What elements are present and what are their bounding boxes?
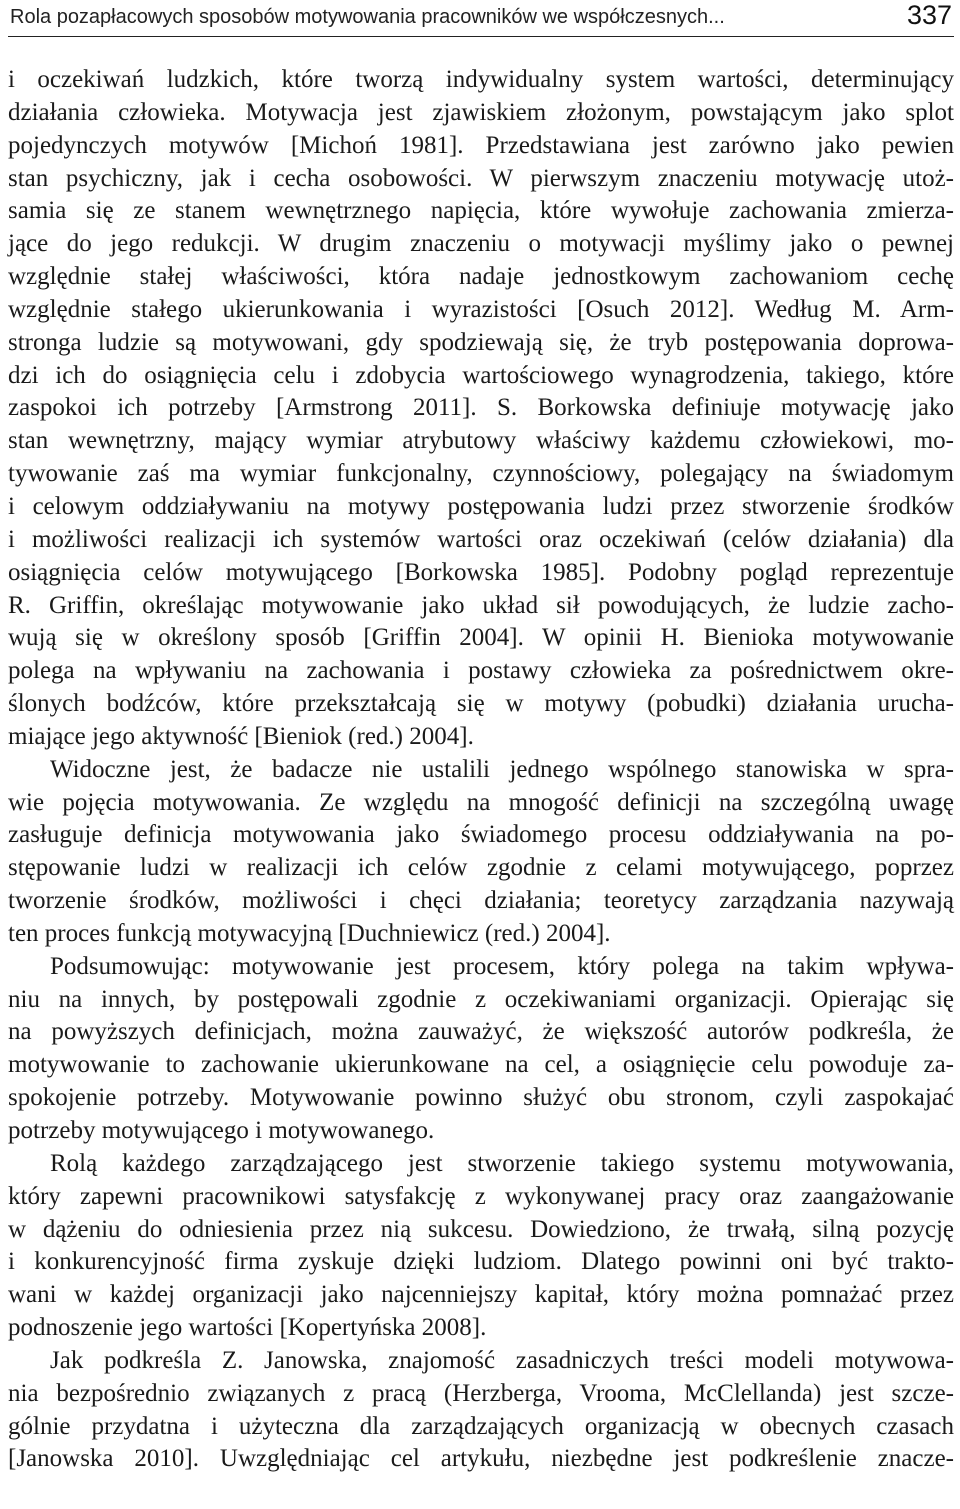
text-line: Podsumowując: motywowanie jest procesem, który polega na takim wpływa- <box>50 952 954 980</box>
paragraph <box>8 64 954 754</box>
text-line: i konkurencyjność firma zyskuje dzięki ludziom. Dlatego powinni oni być trakto- <box>8 1248 954 1276</box>
text-line: miające jego aktywność [Bieniok (red.) 2004]. <box>8 722 474 750</box>
text-line: Jak podkreśla Z. Janowska, znajomość zasadniczych treści modeli motywowa- <box>50 1346 954 1374</box>
text-line: wani w każdej organizacji jako najcenniejszy kapitał, który można pomnażać przez <box>8 1281 954 1309</box>
text-line: stępowanie ludzi w realizacji ich celów zgodnie z celami motywującego, poprzez <box>8 854 954 882</box>
text-line: Rolą każdego zarządzającego jest stworzenie takiego systemu motywowania, <box>50 1149 954 1177</box>
text-line: jące do jego redukcji. W drugim znaczeniu o motywacji myślimy jako o pewnej <box>8 230 954 258</box>
paragraph <box>8 951 954 1148</box>
text-line: gólnie przydatna i użyteczna dla zarządzających organizacją w obecnych czasach <box>8 1412 954 1440</box>
body-text <box>8 64 954 1476</box>
text-line: i oczekiwań ludzkich, które tworzą indywidualny system wartości, determinujący <box>8 66 954 93</box>
page-header <box>8 0 954 37</box>
text-line: pojedynczych motywów [Michoń 1981]. Przedstawiana jest zarówno jako pewien <box>8 131 954 159</box>
text-line: stronga ludzie są motywowani, gdy spodziewają się, że tryb postępowania doprowa- <box>8 328 954 356</box>
text-line: na powyższych definicjach, można zauważyć, że większość autorów podkreśla, że <box>8 1018 954 1046</box>
text-line: względnie stałej właściwości, która nadaje jednostkowym zachowaniom cechę <box>8 263 954 291</box>
text-line: [Janowska 2010]. Uwzględniając cel artykułu, niezbędne jest podkreślenie znacze- <box>8 1445 954 1473</box>
running-title: Rola pozapłacowych sposobów motywowania pracowników we współczesnych... <box>10 6 725 28</box>
text-line: motywowanie to zachowanie ukierunkowane na cel, a osiągnięcie celu powoduje za- <box>8 1051 954 1079</box>
text-line: ten proces funkcją motywacyjną [Duchniewicz (red.) 2004]. <box>8 919 611 947</box>
text-line: tywowanie zaś ma wymiar funkcjonalny, czynnościowy, polegający na świadomym <box>8 460 954 488</box>
text-line: niu na innych, by postępowali zgodnie z oczekiwaniami organizacji. Opierając się <box>8 985 954 1013</box>
text-line: wie pojęcia motywowania. Ze względu na mnogość definicji na szczególną uwagę <box>8 788 954 816</box>
page-number: 337 <box>906 0 952 30</box>
text-line: który zapewni pracownikowi satysfakcję z wykonywanej pracy oraz zaangażowanie <box>8 1182 954 1210</box>
text-line: względnie stałego ukierunkowania i wyrazistości [Osuch 2012]. Według M. Arm- <box>8 295 954 323</box>
text-line: spokojenie potrzeby. Motywowanie powinno służyć obu stronom, czyli zaspokajać <box>8 1084 954 1112</box>
text-line: nia bezpośrednio związanych z pracą (Herzberga, Vrooma, McClellanda) jest szcze- <box>8 1379 954 1407</box>
text-line: samia się ze stanem wewnętrznego napięcia, które wywołuje zachowania zmierza- <box>8 197 954 225</box>
text-line: stan psychiczny, jak i cecha osobowości. W pierwszym znaczeniu motywację utoż- <box>8 164 954 192</box>
text-line: polega na wpływaniu na zachowania i postawy człowieka za pośrednictwem okre- <box>8 657 954 685</box>
text-line: podnoszenie jego wartości [Kopertyńska 2008]. <box>8 1314 487 1342</box>
text-line: Widoczne jest, że badacze nie ustalili jednego wspólnego stanowiska w spra- <box>50 755 954 783</box>
paragraph <box>8 1345 954 1476</box>
text-line: potrzeby motywującego i motywowanego. <box>8 1117 435 1144</box>
text-line: w dążeniu do odniesienia przez nią sukcesu. Dowiedziono, że trwałą, silną pozycję <box>8 1215 954 1243</box>
text-line: tworzenie środków, możliwości i chęci działania; teoretycy zarządzania nazywają <box>8 887 954 915</box>
paragraph <box>8 754 954 951</box>
text-line: R. Griffin, określając motywowanie jako układ sił powodujących, że ludzie zacho- <box>8 591 954 619</box>
text-line: wują się w określony sposób [Griffin 2004]. W opinii H. Bienioka motywowanie <box>8 624 954 652</box>
text-line: i celowym oddziaływaniu na motywy postępowania ludzi przez stworzenie środków <box>8 492 954 520</box>
text-line: działania człowieka. Motywacja jest zjawiskiem złożonym, powstającym jako splot <box>8 98 954 126</box>
text-line: zaspokoi ich potrzeby [Armstrong 2011]. S. Borkowska definiuje motywację jako <box>8 394 954 422</box>
text-line: stan wewnętrzny, mający wymiar atrybutowy właściwy każdemu człowiekowi, mo- <box>8 427 954 455</box>
text-line: ślonych bodźców, które przekształcają się w motywy (pobudki) działania urucha- <box>8 690 954 718</box>
text-line: i możliwości realizacji ich systemów wartości oraz oczekiwań (celów działania) dla <box>8 525 954 553</box>
text-line: osiągnięcia celów motywującego [Borkowska 1985]. Podobny pogląd reprezentuje <box>8 558 954 586</box>
text-line: dzi ich do osiągnięcia celu i zdobycia wartościowego wynagrodzenia, takiego, które <box>8 361 954 389</box>
text-line: zasługuje definicja motywowania jako świadomego procesu oddziaływania na po- <box>8 821 954 849</box>
paragraph <box>8 1148 954 1345</box>
